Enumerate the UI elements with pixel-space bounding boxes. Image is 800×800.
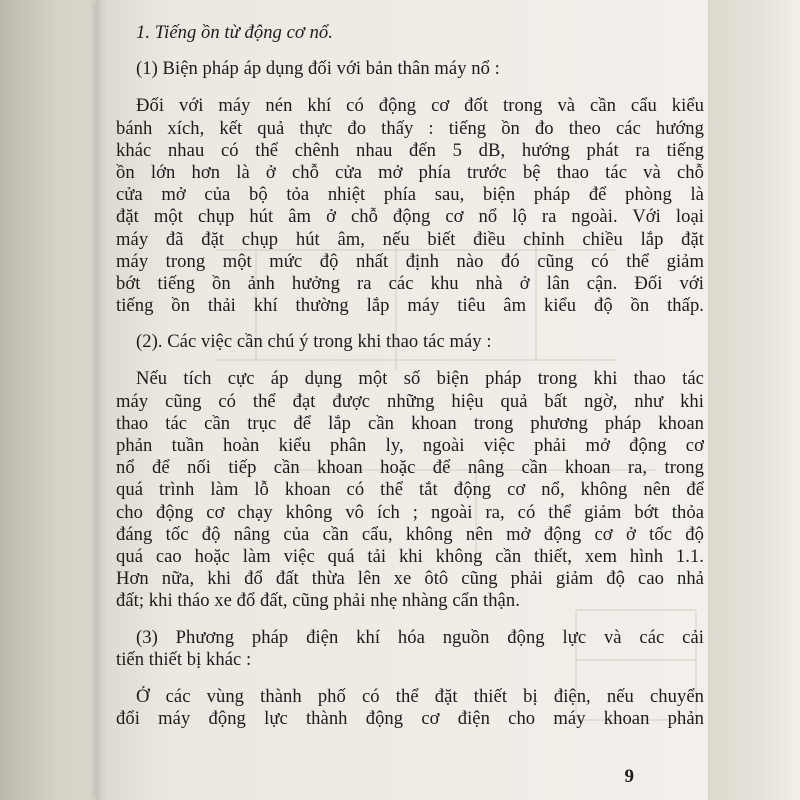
paragraph-1-line: Đối với máy nén khí có động cơ đốt trong và cần cẩu kiểu (136, 95, 704, 117)
paragraph-2-line: đất; khi tháo xe đổ đất, cũng phải nhẹ nhàng cẩn thận. (116, 590, 520, 612)
page-number: 9 (624, 766, 634, 787)
paragraph-2-line: cho động cơ chạy không vô ích ; ngoài ra, có thể giảm bớt thỏa (116, 501, 704, 523)
subsection-heading-3: tiến thiết bị khác : (116, 648, 252, 670)
paragraph-2-line: máy cũng có thể đạt được những hiệu quả bất ngờ, như khi (116, 390, 704, 412)
subsection-heading-2: (2). Các việc cần chú ý trong khi thao tác máy : (136, 331, 492, 353)
paragraph-2-line: Nếu tích cực áp dụng một số biện pháp trong khi thao tác (136, 368, 704, 390)
paragraph-1-line: đặt một chụp hút âm ở chỗ động cơ nổ lộ ra ngoài. Với loại (116, 206, 704, 228)
paragraph-1-line: khác nhau có thể chênh nhau đến 5 dB, hướng phát ra tiếng (116, 139, 704, 161)
paragraph-2-line: thao tác cần trục để lắp cần khoan trong phương pháp khoan (116, 412, 704, 434)
paragraph-1-line: bớt tiếng ồn ảnh hưởng ra các khu nhà ở lân cận. Đối với (116, 272, 704, 294)
page-gutter-shadow (96, 0, 106, 800)
paragraph-1-line: tiếng ồn thải khí thường lắp máy tiêu âm kiểu độ ồn thấp. (116, 295, 704, 317)
paragraph-3-line: Ở các vùng thành phố có thể đặt thiết bị điện, nếu chuyển (136, 685, 704, 707)
book-page (96, 0, 708, 800)
paragraph-1-line: máy trong một mức độ nhất định nào đó cũng có thể giảm (116, 250, 704, 272)
subsection-heading-1: (1) Biện pháp áp dụng đối với bản thân máy nổ : (136, 58, 500, 80)
paragraph-3-line: đổi máy động lực thành động cơ điện cho máy khoan phản (116, 708, 704, 730)
paragraph-2-line: quá cao hoặc làm việc quá tải khi không cần thiết, xem hình 1.1. (116, 545, 704, 567)
paragraph-2-line: Hơn nữa, khi đổ đất thừa lên xe ôtô cũng phải giảm độ cao nhả (116, 568, 704, 590)
paragraph-1-line: cửa mở của bộ tỏa nhiệt phía sau, biện pháp để phòng là (116, 184, 704, 206)
paragraph-2-line: nổ để nối tiếp cần khoan hoặc để nâng cần khoan ra, trong (116, 457, 704, 479)
paragraph-2-line: quá trình làm lỗ khoan có thể tắt động cơ nổ, không nên để (116, 479, 704, 501)
paragraph-1-line: máy đã đặt chụp hút âm, nếu biết điều chỉnh chiều lắp đặt (116, 228, 704, 250)
paragraph-1-line: ồn lớn hơn là ở chỗ cửa mở phía trước bệ thao tác và chỗ (116, 161, 704, 183)
page-text (116, 22, 704, 730)
section-title: 1. Tiếng ồn từ động cơ nổ. (136, 22, 333, 43)
paragraph-1-line: bánh xích, kết quả thực đo thấy : tiếng ồn đo theo các hướng (116, 117, 704, 139)
paragraph-2-line: phản tuần hoàn kiểu phân ly, ngoài việc phải mở động cơ (116, 435, 704, 456)
paragraph-2-line: đáng tốc độ nâng của cần cẩu, không nên mở động cơ ở tốc độ (116, 523, 704, 545)
subsection-heading-3: (3) Phương pháp điện khí hóa nguồn động lực và các cải (136, 626, 704, 648)
